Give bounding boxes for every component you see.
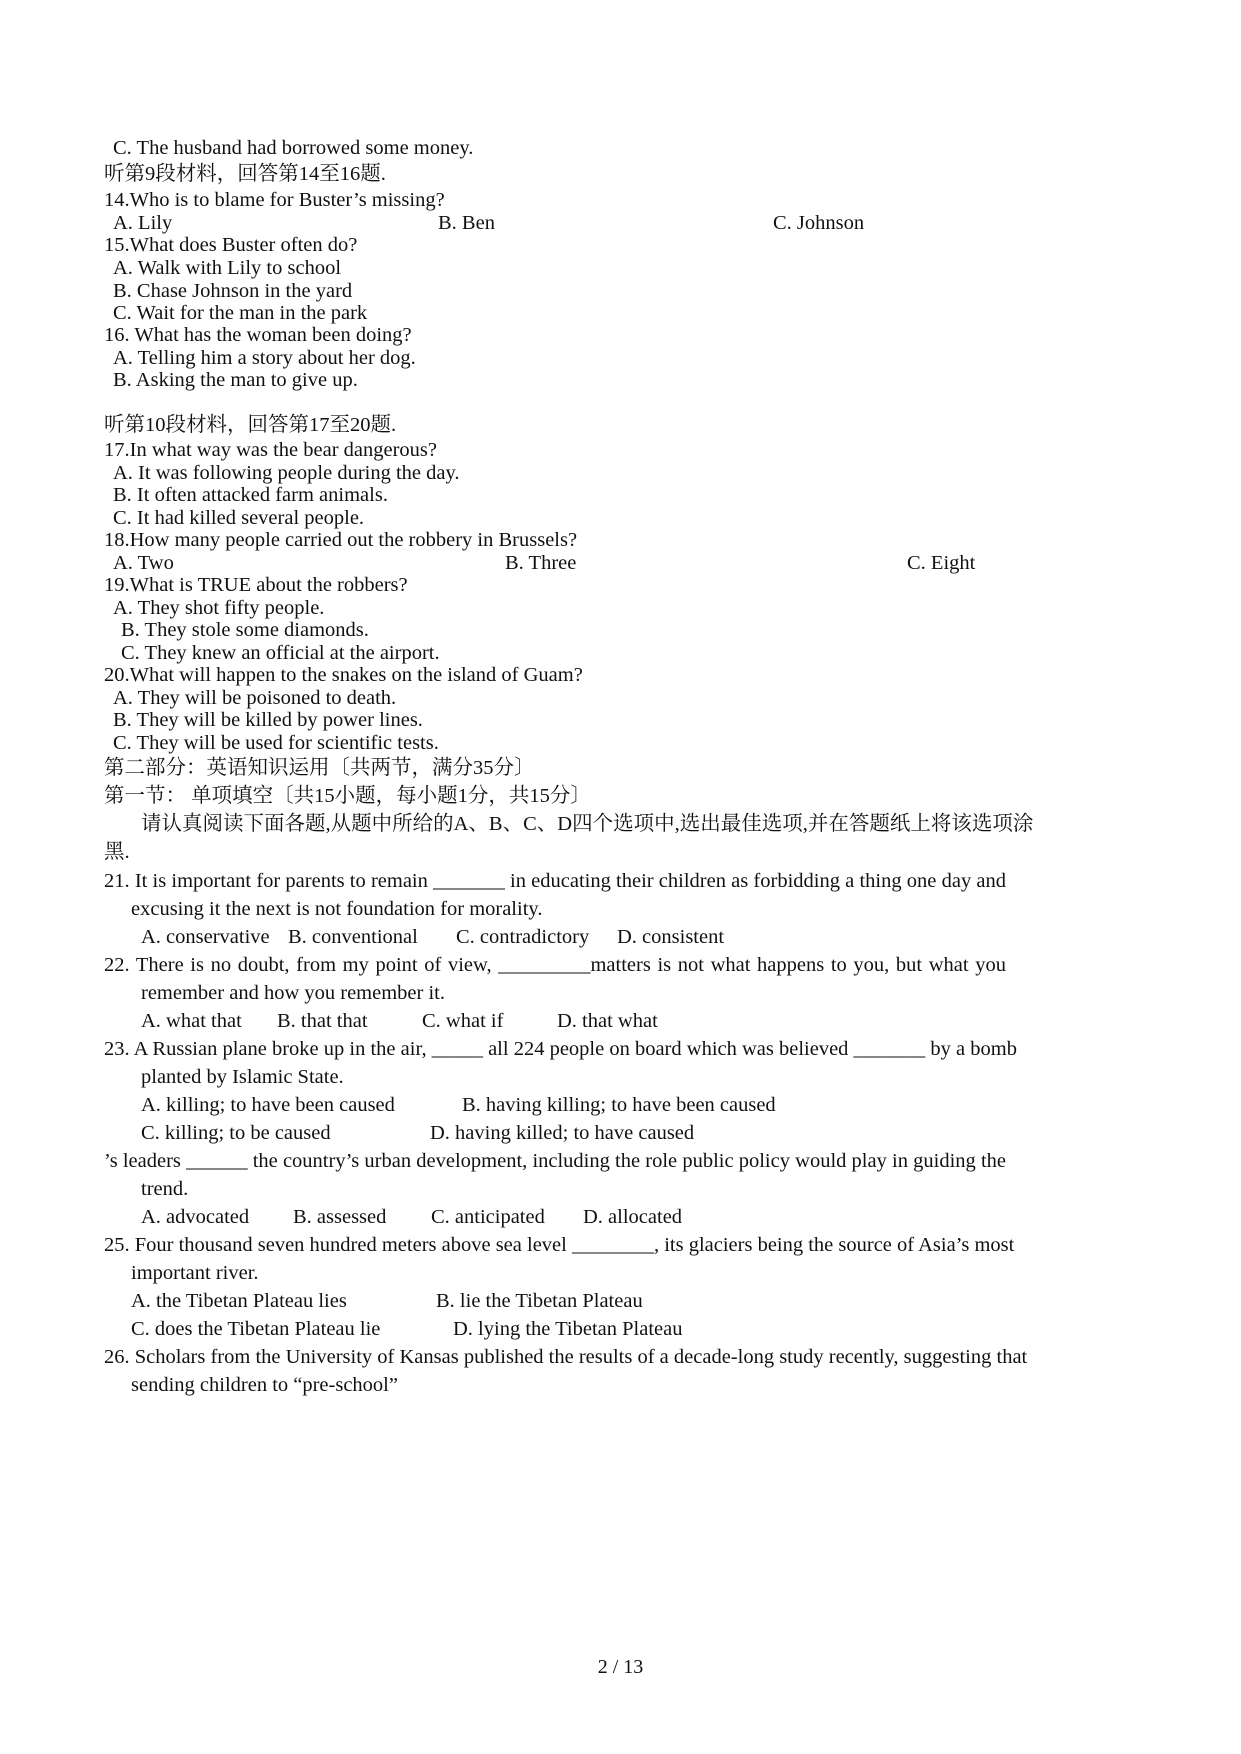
question-23-line-1: 23. A Russian plane broke up in the air, _____ all 224 people on board which was believed _______ by a bomb [104, 1038, 1017, 1060]
question-23-option-a: A. killing; to have been caused [141, 1094, 395, 1116]
question-23-option-d: D. having killed; to have caused [430, 1122, 695, 1144]
question-25-option-c: C. does the Tibetan Plateau lie [131, 1318, 381, 1340]
question-23-line-2: planted by Islamic State. [141, 1066, 344, 1088]
question-24-line-1: ’s leaders ______ the country’s urban development, including the role public policy would play in guiding the [104, 1150, 1006, 1172]
question-25-option-a: A. the Tibetan Plateau lies [131, 1290, 347, 1312]
question-26-line-1: 26. Scholars from the University of Kansas published the results of a decade-long study recently, suggesting that [104, 1346, 1028, 1368]
question-18: 18.How many people carried out the robbery in Brussels? [104, 529, 578, 551]
question-17-option-a: A. It was following people during the day. [113, 462, 460, 484]
question-25-line-2: important river. [131, 1262, 259, 1284]
question-20-option-b: B. They will be killed by power lines. [113, 709, 423, 731]
question-18-option-b: B. Three [505, 552, 577, 574]
question-24-option-d: D. allocated [583, 1206, 683, 1228]
question-13-option-c: C. The husband had borrowed some money. [113, 137, 474, 159]
question-20-option-c: C. They will be used for scientific tests. [113, 732, 439, 754]
question-18-option-a: A. Two [113, 552, 174, 574]
question-21-line-1: 21. It is important for parents to remain _______ in educating their children as forbidding a thing one day and [104, 870, 1006, 892]
question-19-option-a: A. They shot fifty people. [113, 597, 325, 619]
question-21-option-a: A. conservative [141, 926, 270, 948]
question-17: 17.In what way was the bear dangerous? [104, 439, 438, 461]
question-22-option-a: A. what that [141, 1010, 242, 1032]
question-21-option-b: B. conventional [288, 926, 418, 948]
question-14-option-c: C. Johnson [773, 212, 865, 234]
question-22-option-b: B. that that [277, 1010, 368, 1032]
question-14-option-b: B. Ben [438, 212, 495, 234]
instructions-line-1: 请认真阅读下面各题,从题中所给的A、B、C、D四个选项中,选出最佳选项,并在答题纸上将该选项涂 [141, 813, 1034, 835]
page-number: 2 / 13 [597, 1656, 644, 1678]
question-22-line-2: remember and how you remember it. [141, 982, 445, 1004]
question-15-option-c: C. Wait for the man in the park [113, 302, 368, 324]
section-10-heading: 听第10段材料，回答第17至20题. [104, 414, 397, 436]
question-18-option-c: C. Eight [907, 552, 976, 574]
section-9-heading: 听第9段材料，回答第14至16题. [104, 163, 386, 185]
question-22-option-d: D. that what [557, 1010, 658, 1032]
question-22-option-c: C. what if [422, 1010, 504, 1032]
question-19-option-b: B. They stole some diamonds. [121, 619, 369, 641]
question-16: 16. What has the woman been doing? [104, 324, 412, 346]
question-24-option-a: A. advocated [141, 1206, 250, 1228]
question-15-option-a: A. Walk with Lily to school [113, 257, 342, 279]
question-21-line-2: excusing it the next is not foundation for morality. [131, 898, 543, 920]
question-21-option-d: D. consistent [617, 926, 725, 948]
question-23-option-b: B. having killing; to have been caused [462, 1094, 776, 1116]
section-1-heading: 第一节： 单项填空〔共15小题，每小题1分，共15分〕 [104, 785, 591, 807]
question-24-option-c: C. anticipated [431, 1206, 545, 1228]
question-14: 14.Who is to blame for Buster’s missing? [104, 189, 445, 211]
question-16-option-b: B. Asking the man to give up. [113, 369, 358, 391]
question-14-option-a: A. Lily [113, 212, 173, 234]
question-25-line-1: 25. Four thousand seven hundred meters above sea level ________, its glaciers being the source of Asia’s most [104, 1234, 1015, 1256]
question-15: 15.What does Buster often do? [104, 234, 358, 256]
question-22-line-1: 22. There is no doubt, from my point of view, _________matters is not what happens to you, but what you [104, 954, 1006, 976]
question-23-option-c: C. killing; to be caused [141, 1122, 331, 1144]
question-17-option-b: B. It often attacked farm animals. [113, 484, 388, 506]
question-17-option-c: C. It had killed several people. [113, 507, 365, 529]
question-26-line-2: sending children to “pre-school” [131, 1374, 398, 1396]
question-24-line-2: trend. [141, 1178, 189, 1200]
question-20: 20.What will happen to the snakes on the island of Guam? [104, 664, 583, 686]
instructions-line-2: 黑. [104, 841, 130, 863]
question-21-option-c: C. contradictory [456, 926, 590, 948]
question-15-option-b: B. Chase Johnson in the yard [113, 280, 353, 302]
question-24-option-b: B. assessed [293, 1206, 387, 1228]
question-25-option-b: B. lie the Tibetan Plateau [436, 1290, 643, 1312]
question-16-option-a: A. Telling him a story about her dog. [113, 347, 416, 369]
question-19: 19.What is TRUE about the robbers? [104, 574, 408, 596]
part-2-heading: 第二部分：英语知识运用〔共两节，满分35分〕 [104, 757, 535, 779]
question-25-option-d: D. lying the Tibetan Plateau [453, 1318, 683, 1340]
question-19-option-c: C. They knew an official at the airport. [121, 642, 440, 664]
question-20-option-a: A. They will be poisoned to death. [113, 687, 397, 709]
